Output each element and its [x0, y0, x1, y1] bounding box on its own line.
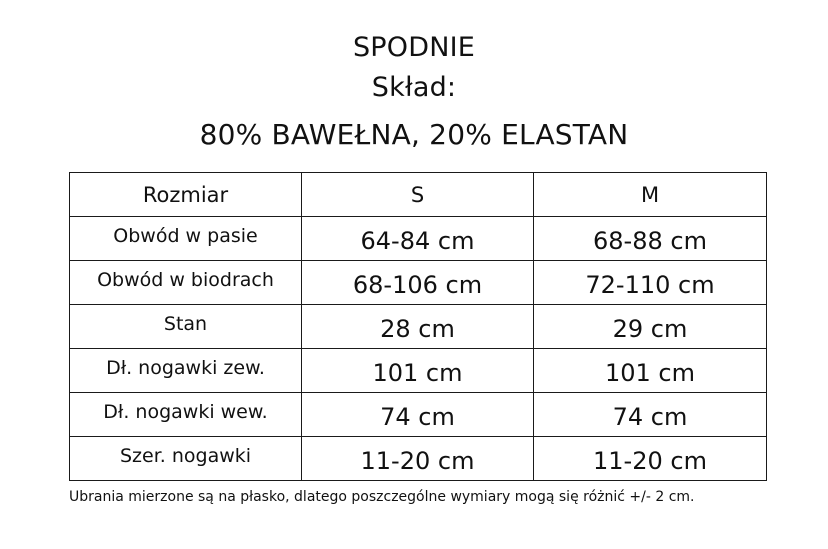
- row-label: Obwód w biodrach: [70, 261, 302, 305]
- row-label: Obwód w pasie: [70, 217, 302, 261]
- value-m: 68-88 cm: [534, 217, 767, 261]
- value-s: 68-106 cm: [302, 261, 534, 305]
- table-row: [70, 349, 767, 393]
- value-m: 11-20 cm: [534, 437, 767, 481]
- size-table-header-row: [70, 173, 767, 217]
- product-title: SPODNIE: [352, 32, 476, 63]
- table-row: [70, 261, 767, 305]
- header-m: M: [534, 173, 767, 217]
- value-m: 29 cm: [534, 305, 767, 349]
- table-row: [70, 393, 767, 437]
- value-m: 72-110 cm: [534, 261, 767, 305]
- table-row: [70, 305, 767, 349]
- composition-label: Skład:: [371, 72, 457, 103]
- value-m: 74 cm: [534, 393, 767, 437]
- value-s: 74 cm: [302, 393, 534, 437]
- size-table: [69, 172, 767, 481]
- composition-text: 80% BAWEŁNA, 20% ELASTAN: [199, 118, 629, 151]
- row-label: Szer. nogawki: [70, 437, 302, 481]
- measurement-footnote: Ubrania mierzone są na płasko, dlatego poszczególne wymiary mogą się różnić +/- 2 cm.: [69, 489, 695, 505]
- row-label: Dł. nogawki wew.: [70, 393, 302, 437]
- header-s: S: [302, 173, 534, 217]
- table-row: [70, 217, 767, 261]
- value-s: 28 cm: [302, 305, 534, 349]
- value-s: 101 cm: [302, 349, 534, 393]
- value-m: 101 cm: [534, 349, 767, 393]
- row-label: Dł. nogawki zew.: [70, 349, 302, 393]
- table-row: [70, 437, 767, 481]
- header-size: Rozmiar: [70, 173, 302, 217]
- value-s: 11-20 cm: [302, 437, 534, 481]
- value-s: 64-84 cm: [302, 217, 534, 261]
- row-label: Stan: [70, 305, 302, 349]
